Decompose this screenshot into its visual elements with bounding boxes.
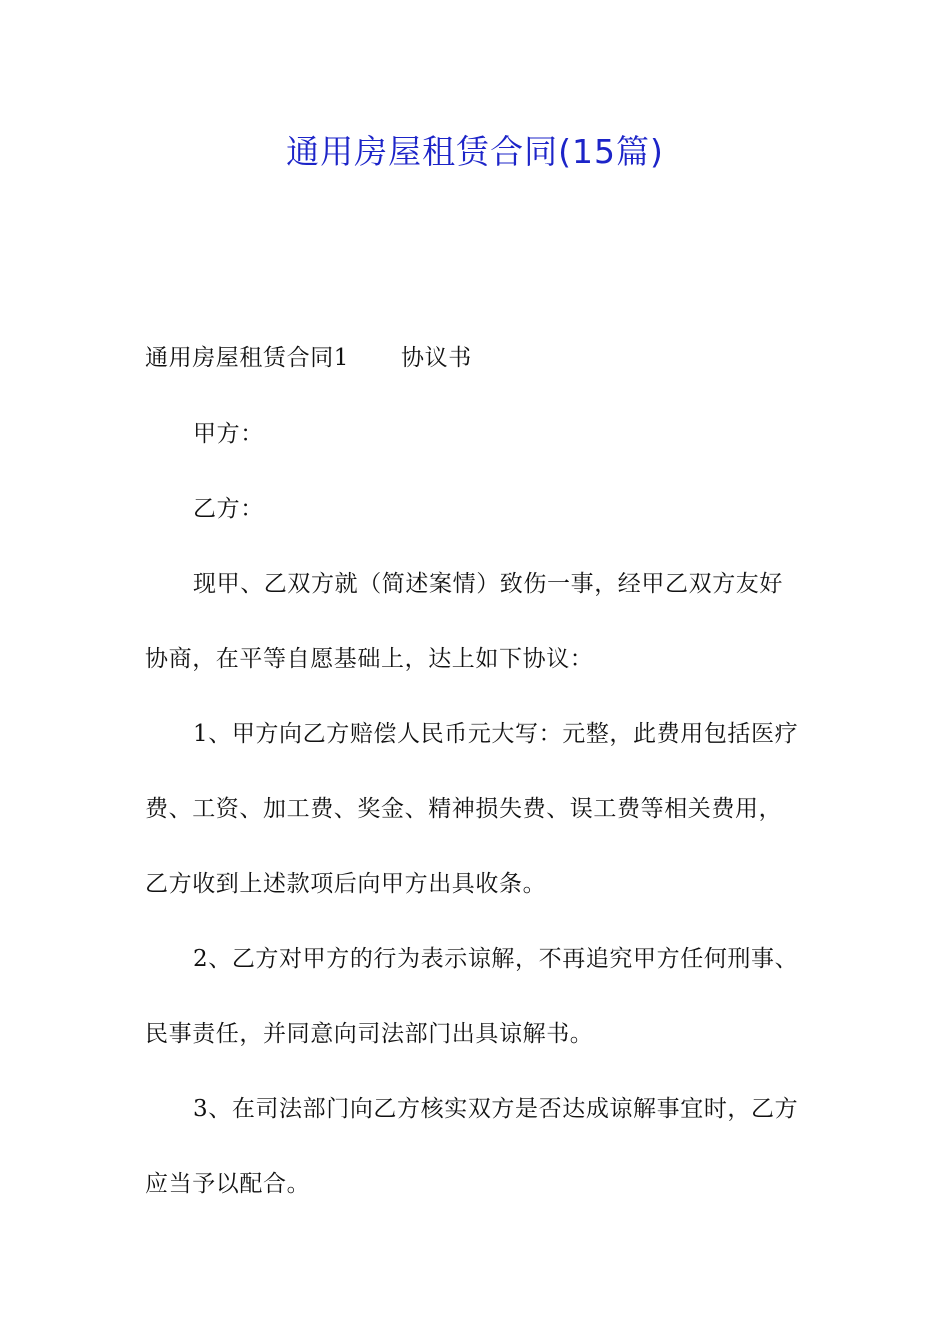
clause-2-line: 民事责任，并同意向司法部门出具谅解书。 bbox=[145, 1021, 594, 1047]
party-a-line: 甲方： bbox=[193, 421, 264, 447]
party-b-line: 乙方： bbox=[193, 496, 264, 522]
clause-3-line: 应当予以配合。 bbox=[145, 1171, 311, 1197]
clause-1-line: 1、甲方向乙方赔偿人民币元大写：元整，此费用包括医疗 bbox=[193, 721, 799, 747]
section-heading-line bbox=[145, 340, 825, 376]
clause-2-line: 2、乙方对甲方的行为表示谅解，不再追究甲方任何刑事、 bbox=[193, 946, 799, 972]
section-subheading: 协议书 bbox=[401, 345, 472, 371]
clause-1-line: 乙方收到上述款项后向甲方出具收条。 bbox=[145, 871, 547, 897]
document-title: 通用房屋租赁合同(15篇) bbox=[286, 132, 664, 171]
section-heading: 通用房屋租赁合同1 bbox=[145, 345, 350, 371]
clause-1-line: 费、工资、加工费、奖金、精神损失费、误工费等相关费用， bbox=[145, 796, 783, 822]
paragraph-line: 现甲、乙双方就（简述案情）致伤一事，经甲乙双方友好 bbox=[193, 571, 783, 597]
clause-3-line: 3、在司法部门向乙方核实双方是否达成谅解事宜时，乙方 bbox=[193, 1096, 799, 1122]
paragraph-line: 协商，在平等自愿基础上，达上如下协议： bbox=[145, 646, 594, 672]
